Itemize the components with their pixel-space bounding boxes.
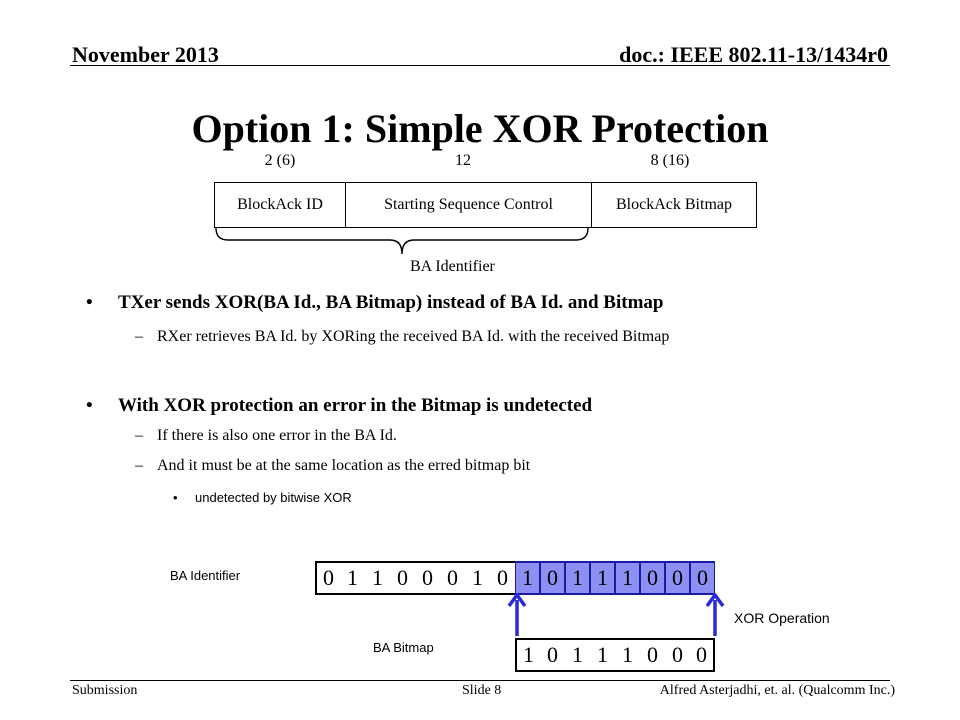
bitmap-bit: 0 (540, 638, 565, 672)
bullet-2-text: With XOR protection an error in the Bitmap is undetected (118, 395, 593, 416)
identifier-bit: 1 (340, 561, 365, 595)
slide-title: Option 1: Simple XOR Protection (191, 106, 769, 151)
bitmap-bit: 0 (640, 638, 665, 672)
identifier-bit: 1 (465, 561, 490, 595)
frame-diagram (214, 182, 757, 228)
identifier-bit: 0 (440, 561, 465, 595)
ba-identifier-brace (214, 226, 594, 260)
header-divider (70, 65, 890, 66)
header-date: November 2013 (72, 42, 219, 67)
identifier-bit-highlighted: 1 (515, 561, 540, 595)
field-starting-sequence-control: Starting Sequence Control (346, 183, 592, 227)
identifier-bit-highlighted: 0 (640, 561, 665, 595)
bitmap-bit: 1 (515, 638, 540, 672)
identifier-bit-highlighted: 0 (540, 561, 565, 595)
identifier-bit-highlighted: 1 (565, 561, 590, 595)
header-doc-id: doc.: IEEE 802.11-13/1434r0 (619, 42, 888, 67)
bitmap-bit: 1 (565, 638, 590, 672)
xor-arrows (505, 592, 735, 642)
footer-divider (70, 680, 890, 681)
ba-identifier-bits (315, 561, 715, 595)
bitmap-bit: 1 (590, 638, 615, 672)
sub-sub-bullet-text: undetected by bitwise XOR (195, 490, 352, 505)
xor-operation-label: XOR Operation (734, 610, 830, 626)
ba-bitmap-label: BA Bitmap (373, 640, 434, 655)
identifier-bit: 0 (490, 561, 515, 595)
identifier-bit: 0 (390, 561, 415, 595)
footer-author: Alfred Asterjadhi, et. al. (Qualcomm Inc.) (659, 683, 895, 698)
field-size-blockack-id: 2 (6) (264, 152, 296, 169)
bitmap-bit: 0 (665, 638, 690, 672)
field-blockack-id: BlockAck ID (215, 183, 346, 227)
brace-label: BA Identifier (410, 258, 495, 275)
field-size-bitmap: 8 (16) (650, 152, 690, 169)
footer-submission: Submission (72, 683, 138, 698)
identifier-bit: 0 (315, 561, 340, 595)
field-size-ssc: 12 (455, 152, 471, 169)
identifier-bit-highlighted: 1 (615, 561, 640, 595)
bitmap-bit: 0 (690, 638, 715, 672)
bitmap-bit: 1 (615, 638, 640, 672)
bullet-dot: • (86, 292, 93, 313)
sub-bullet-2-1-text: If there is also one error in the BA Id. (157, 427, 397, 444)
bullet-1-text: TXer sends XOR(BA Id., BA Bitmap) instead of BA Id. and Bitmap (118, 292, 664, 313)
sub-bullet-1-1-text: RXer retrieves BA Id. by XORing the received BA Id. with the received Bitmap (157, 328, 670, 345)
field-blockack-bitmap: BlockAck Bitmap (616, 196, 732, 213)
bullet-dot: • (86, 395, 93, 416)
identifier-bit: 0 (415, 561, 440, 595)
ba-identifier-label: BA Identifier (170, 568, 241, 583)
footer-slide-number: Slide 8 (462, 683, 502, 698)
ba-bitmap-bits (515, 638, 715, 672)
identifier-bit-highlighted: 1 (590, 561, 615, 595)
sub-bullet-2-2-text: And it must be at the same location as the erred bitmap bit (157, 457, 531, 474)
identifier-bit-highlighted: 0 (665, 561, 690, 595)
identifier-bit-highlighted: 0 (690, 561, 715, 595)
identifier-bit: 1 (365, 561, 390, 595)
